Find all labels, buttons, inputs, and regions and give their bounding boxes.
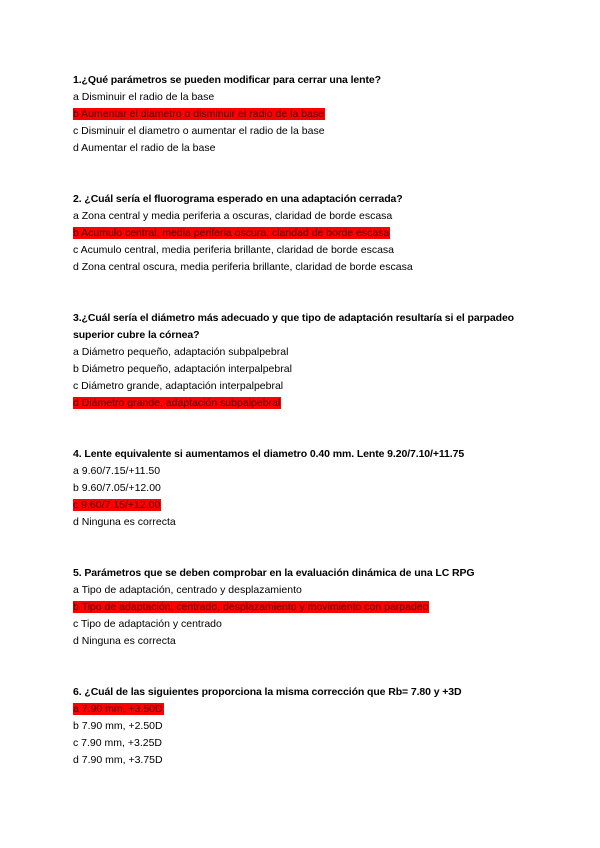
- answer-option-b: [73, 361, 533, 378]
- question-1: [73, 72, 533, 157]
- highlighted-answer: b Acumulo central, media periferia oscura, claridad de borde escasa: [73, 227, 390, 239]
- question-6: [73, 684, 533, 769]
- answer-option-c: [73, 378, 533, 395]
- answer-option-c: [73, 497, 533, 514]
- option-text: a Tipo de adaptación, centrado y desplazamiento: [73, 584, 302, 596]
- question-2: [73, 191, 533, 276]
- answer-option-b: [73, 480, 533, 497]
- answer-option-b: [73, 106, 533, 123]
- answer-option-a: [73, 582, 533, 599]
- option-text: c Disminuir el diametro o aumentar el radio de la base: [73, 125, 325, 137]
- question-text: 4. Lente equivalente si aumentamos el diametro 0.40 mm. Lente 9.20/7.10/+11.75: [73, 448, 465, 460]
- option-text: d Aumentar el radio de la base: [73, 142, 216, 154]
- option-text: a Zona central y media periferia a oscuras, claridad de borde escasa: [73, 210, 393, 222]
- option-text: c Diámetro grande, adaptación interpalpebral: [73, 380, 284, 392]
- answer-option-a: [73, 463, 533, 480]
- question-4: [73, 446, 533, 531]
- answer-option-a: [73, 208, 533, 225]
- option-text: c 7.90 mm, +3.25D: [73, 737, 162, 749]
- answer-option-d: [73, 633, 533, 650]
- answer-option-d: [73, 259, 533, 276]
- answer-option-a: [73, 701, 533, 718]
- question-text: 2. ¿Cuál sería el fluorograma esperado en una adaptación cerrada?: [73, 193, 403, 205]
- highlighted-answer: d Diámetro grande, adaptación subpalpebral: [73, 397, 281, 409]
- option-text: a 9.60/7.15/+11.50: [73, 465, 161, 477]
- question-5: [73, 565, 533, 650]
- highlighted-answer: a 7.90 mm, +3.50D: [73, 703, 163, 715]
- question-text: 1.¿Qué parámetros se pueden modificar para cerrar una lente?: [73, 74, 381, 86]
- highlighted-answer: c 9.60/7.15/+12.00: [73, 499, 161, 511]
- answer-option-c: [73, 242, 533, 259]
- option-text: a Diámetro pequeño, adaptación subpalpebral: [73, 346, 289, 358]
- option-text: b Diámetro pequeño, adaptación interpalpebral: [73, 363, 292, 375]
- option-text: d Ninguna es correcta: [73, 516, 176, 528]
- option-text: d Zona central oscura, media periferia brillante, claridad de borde escasa: [73, 261, 413, 273]
- answer-option-b: [73, 225, 533, 242]
- question-text: 5. Parámetros que se deben comprobar en la evaluación dinámica de una LC RPG: [73, 567, 475, 579]
- question-text: 6. ¿Cuál de las siguientes proporciona la misma corrección que Rb= 7.80 y +3D: [73, 686, 462, 698]
- option-text: a Disminuir el radio de la base: [73, 91, 215, 103]
- option-text: b 9.60/7.05/+12.00: [73, 482, 161, 494]
- highlighted-answer: b Aumentar el diametro o disminuir el radio de la base: [73, 108, 324, 120]
- option-text: d Ninguna es correcta: [73, 635, 176, 647]
- answer-option-a: [73, 89, 533, 106]
- option-text: d 7.90 mm, +3.75D: [73, 754, 163, 766]
- option-text: b 7.90 mm, +2.50D: [73, 720, 163, 732]
- option-text: c Tipo de adaptación y centrado: [73, 618, 222, 630]
- highlighted-answer: b Tipo de adaptación, centrado, desplazamiento y movimiento con parpadeo: [73, 601, 429, 613]
- answer-option-b: [73, 599, 533, 616]
- answer-option-c: [73, 123, 533, 140]
- answer-option-d: [73, 395, 533, 412]
- answer-option-d: [73, 752, 533, 769]
- answer-option-c: [73, 735, 533, 752]
- option-text: c Acumulo central, media periferia brillante, claridad de borde escasa: [73, 244, 395, 256]
- question-3: [73, 310, 533, 412]
- question-text: 3.¿Cuál sería el diámetro más adecuado y que tipo de adaptación resultaría si el parpadeo superior cubre la córnea?: [73, 312, 514, 341]
- answer-option-b: [73, 718, 533, 735]
- answer-option-d: [73, 514, 533, 531]
- answer-option-c: [73, 616, 533, 633]
- answer-option-a: [73, 344, 533, 361]
- answer-option-d: [73, 140, 533, 157]
